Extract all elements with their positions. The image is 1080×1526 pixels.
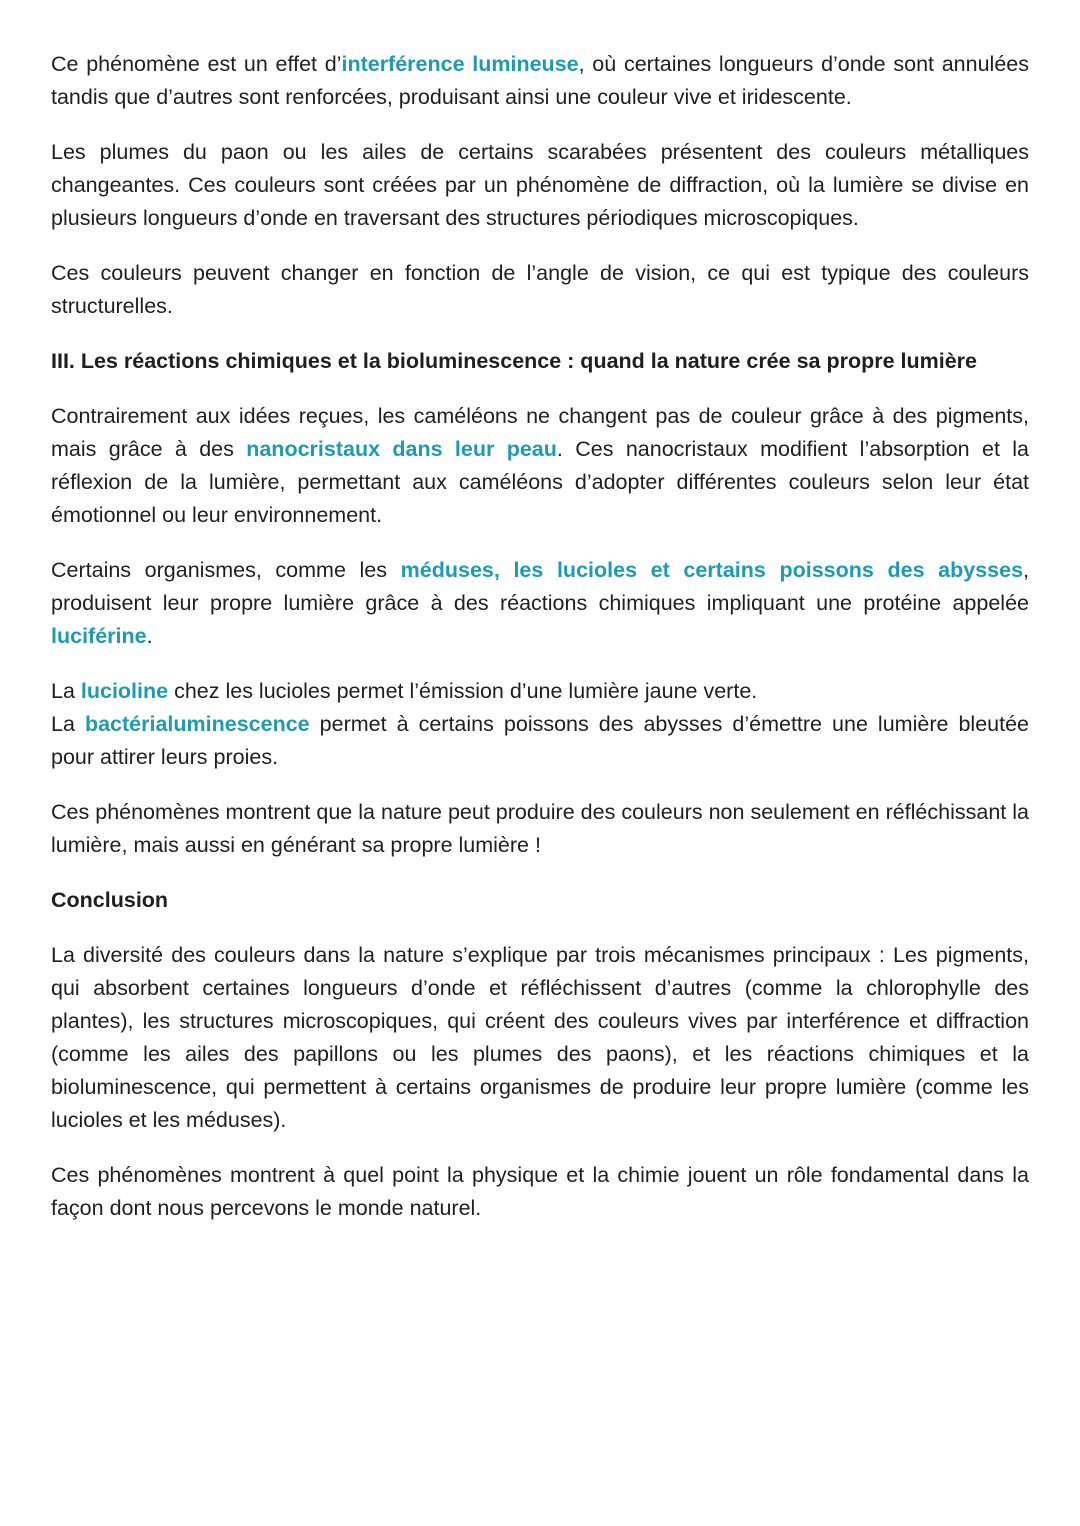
conclusion-heading: Conclusion: [51, 888, 169, 912]
document-page: [51, 48, 1029, 1247]
highlight-lucioline: lucioline: [80, 679, 169, 703]
highlight-organismes: méduses, les lucioles et certains poissons des abysses: [400, 558, 1024, 582]
highlight-bacterialuminescence: bactérialuminescence: [84, 712, 310, 736]
highlight-interference-lumineuse: interférence lumineuse: [341, 52, 579, 76]
paragraph-conclusion: La diversité des couleurs dans la nature s’explique par trois mécanismes principaux : Les pigments, qui absorbent certaines longueurs d’onde et réfléchissent d’autres (comme la chlorophylle des plantes), les structures microscopiques, qui créent des couleurs vives par interférence et diffraction (comme les ailes des papillons ou les plumes des paons), et les réactions chimiques et la bioluminescence, qui permettent à certains organismes de produire leur propre lumière (comme les lucioles et les méduses).: [51, 943, 1029, 1132]
paragraph-lucioline: [51, 675, 1029, 708]
paragraph-bacterialuminescence: [51, 708, 1029, 774]
text-segment: .: [146, 624, 153, 648]
text-segment: permet à certains poissons des abysses d’émettre une lumière bleutée pour attirer leurs proies.: [51, 712, 1029, 769]
text-segment: , où certaines longueurs d’onde sont annulées tandis que d’autres sont renforcées, produisant ainsi une couleur vive et iridescente.: [51, 52, 1029, 109]
text-segment: La: [51, 712, 85, 736]
paragraph-diffraction: Les plumes du paon ou les ailes de certains scarabées présentent des couleurs métalliques changeantes. Ces couleurs sont créées par un phénomène de diffraction, où la lumière se divise en plusieurs longueurs d’onde en traversant des structures périodiques microscopiques.: [51, 140, 1029, 230]
paragraph-phenomenes-lumiere: Ces phénomènes montrent que la nature peut produire des couleurs non seulement en réfléchissant la lumière, mais aussi en générant sa propre lumière !: [51, 800, 1029, 857]
highlight-nanocristaux: nanocristaux dans leur peau: [246, 437, 557, 461]
paragraph-angle-vision: Ces couleurs peuvent changer en fonction de l’angle de vision, ce qui est typique des couleurs structurelles.: [51, 261, 1029, 318]
paragraph-organismes: [51, 554, 1029, 653]
section-heading-bioluminescence: III. Les réactions chimiques et la bioluminescence : quand la nature crée sa propre lumière: [51, 349, 978, 373]
text-segment: chez les lucioles permet l’émission d’une lumière jaune verte.: [168, 679, 758, 703]
paragraph-interference: [51, 48, 1029, 114]
highlight-luciferine: luciférine: [51, 624, 147, 648]
text-segment: . Ces nanocristaux modifient l’absorption et la réflexion de la lumière, permettant aux caméléons d’adopter différentes couleurs selon leur état émotionnel ou leur environnement.: [51, 437, 1030, 527]
text-segment: La: [51, 679, 81, 703]
text-segment: , produisent leur propre lumière grâce à des réactions chimiques impliquant une protéine appelée: [51, 558, 1030, 615]
paragraph-final: Ces phénomènes montrent à quel point la physique et la chimie jouent un rôle fondamental dans la façon dont nous percevons le monde naturel.: [51, 1163, 1029, 1220]
paragraph-cameleons: [51, 400, 1029, 532]
text-segment: Contrairement aux idées reçues, les caméléons ne changent pas de couleur grâce à des pigments, mais grâce à des: [51, 404, 1029, 461]
text-segment: Certains organismes, comme les: [51, 558, 401, 582]
text-segment: Ce phénomène est un effet d’: [51, 52, 342, 76]
